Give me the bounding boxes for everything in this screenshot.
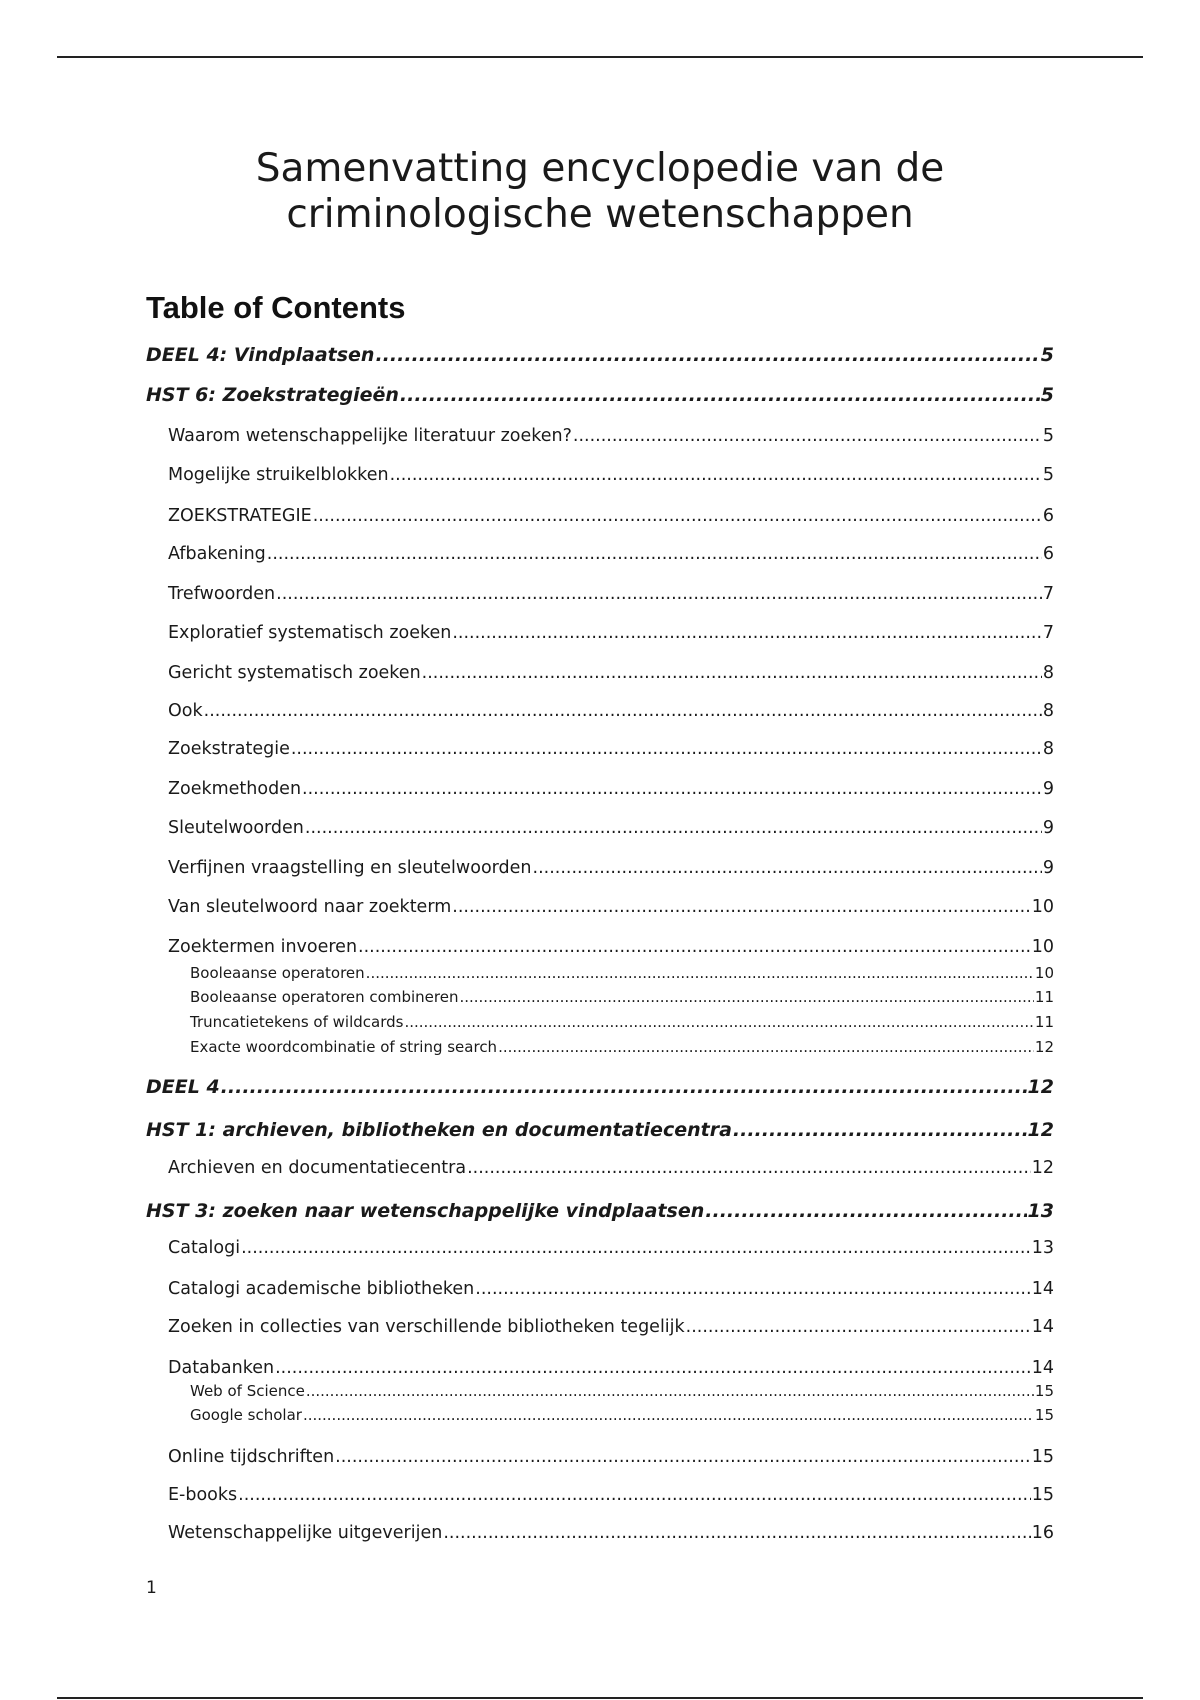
- toc-entry-page: 13: [1027, 1200, 1054, 1222]
- toc-dot-leader: [498, 1038, 1034, 1057]
- toc-entry-page: 7: [1042, 623, 1054, 643]
- toc-entry[interactable]: [168, 662, 1054, 684]
- toc-entry-label: Booleaanse operatoren: [190, 964, 365, 982]
- toc-entry[interactable]: [168, 1446, 1054, 1468]
- toc-entry-page: 14: [1031, 1358, 1054, 1378]
- toc-entry-page: 14: [1031, 1317, 1054, 1337]
- toc-entry-label: Waarom wetenschappelijke literatuur zoeken?: [168, 426, 572, 446]
- toc-entry[interactable]: [168, 1357, 1054, 1379]
- toc-entry-label: Ook: [168, 701, 203, 721]
- toc-entry[interactable]: [190, 1013, 1054, 1032]
- toc-entry-label: HST 6: Zoekstrategieën: [146, 384, 399, 406]
- toc-dot-leader: [291, 738, 1042, 760]
- toc-dot-leader: [241, 1237, 1031, 1259]
- toc-entry-label: Wetenschappelijke uitgeverijen: [168, 1523, 443, 1543]
- toc-dot-leader: [335, 1446, 1031, 1468]
- toc-entry[interactable]: [168, 464, 1054, 486]
- toc-dot-leader: [533, 857, 1042, 879]
- toc-entry-page: 6: [1042, 544, 1054, 564]
- toc-entry-page: 12: [1031, 1158, 1054, 1178]
- toc-entry-label: Exacte woordcombinatie of string search: [190, 1038, 498, 1056]
- toc-entry[interactable]: [168, 543, 1054, 565]
- toc-entry[interactable]: [168, 700, 1054, 722]
- toc-entry-page: 9: [1042, 858, 1054, 878]
- toc-heading: Table of Contents: [146, 290, 406, 325]
- toc-entry-label: Gericht systematisch zoeken: [168, 663, 421, 683]
- toc-dot-leader: [573, 425, 1042, 447]
- toc-entry-page: 11: [1034, 988, 1054, 1006]
- toc-dot-leader: [221, 1075, 1027, 1099]
- toc-entry-page: 16: [1031, 1523, 1054, 1543]
- toc-entry-page: 13: [1031, 1238, 1054, 1258]
- toc-dot-leader: [366, 964, 1034, 983]
- toc-entry-label: Archieven en documentatiecentra: [168, 1158, 467, 1178]
- toc-entry-label: Van sleutelwoord naar zoekterm: [168, 897, 452, 917]
- toc-entry[interactable]: [190, 1038, 1054, 1057]
- toc-entry[interactable]: [190, 1382, 1054, 1401]
- toc-entry-page: 8: [1042, 701, 1054, 721]
- toc-entry[interactable]: [146, 343, 1054, 367]
- toc-entry-label: Mogelijke struikelblokken: [168, 465, 389, 485]
- toc-dot-leader: [204, 700, 1042, 722]
- toc-entry[interactable]: [168, 1522, 1054, 1544]
- toc-entry-label: Zoektermen invoeren: [168, 937, 358, 957]
- toc-entry[interactable]: [168, 622, 1054, 644]
- toc-entry[interactable]: [168, 1316, 1054, 1338]
- toc-entry[interactable]: [146, 1199, 1054, 1223]
- toc-dot-leader: [267, 543, 1042, 565]
- toc-entry-label: Web of Science: [190, 1382, 305, 1400]
- toc-entry-label: Catalogi academische bibliotheken: [168, 1279, 475, 1299]
- toc-entry-page: 8: [1042, 739, 1054, 759]
- toc-dot-leader: [404, 1013, 1033, 1032]
- toc-entry[interactable]: [146, 1075, 1054, 1099]
- toc-entry[interactable]: [146, 1118, 1054, 1142]
- toc-entry-label: DEEL 4: [146, 1076, 220, 1098]
- toc-entry-page: 5: [1042, 465, 1054, 485]
- toc-dot-leader: [303, 1406, 1034, 1425]
- toc-entry-page: 9: [1042, 818, 1054, 838]
- toc-entry-page: 11: [1034, 1013, 1054, 1031]
- toc-entry-page: 5: [1040, 344, 1054, 366]
- toc-dot-leader: [733, 1118, 1027, 1142]
- toc-entry-page: 10: [1031, 897, 1054, 917]
- toc-dot-leader: [306, 1382, 1034, 1401]
- toc-entry-label: DEEL 4: Vindplaatsen: [146, 344, 375, 366]
- toc-dot-leader: [705, 1199, 1026, 1223]
- toc-dot-leader: [276, 583, 1042, 605]
- toc-dot-leader: [390, 464, 1042, 486]
- toc-entry-label: ZOEKSTRATEGIE: [168, 506, 312, 526]
- toc-entry-page: 15: [1034, 1382, 1054, 1400]
- toc-entry-label: Google scholar: [190, 1406, 302, 1424]
- toc-entry-page: 15: [1031, 1485, 1054, 1505]
- toc-entry[interactable]: [190, 1406, 1054, 1425]
- toc-entry-label: Exploratief systematisch zoeken: [168, 623, 452, 643]
- document-title: Samenvatting encyclopedie van de criminologische wetenschappen: [255, 146, 945, 237]
- toc-entry-page: 6: [1042, 506, 1054, 526]
- toc-entry-label: HST 3: zoeken naar wetenschappelijke vindplaatsen: [146, 1200, 705, 1222]
- toc-dot-leader: [238, 1484, 1031, 1506]
- toc-entry[interactable]: [168, 1237, 1054, 1259]
- toc-entry-label: Online tijdschriften: [168, 1447, 335, 1467]
- toc-entry[interactable]: [168, 1484, 1054, 1506]
- toc-entry[interactable]: [168, 505, 1054, 527]
- toc-dot-leader: [313, 505, 1042, 527]
- toc-dot-leader: [467, 1157, 1031, 1179]
- toc-entry[interactable]: [168, 817, 1054, 839]
- toc-entry-label: Zoekstrategie: [168, 739, 290, 759]
- toc-entry-label: Afbakening: [168, 544, 266, 564]
- toc-entry-label: Truncatietekens of wildcards: [190, 1013, 404, 1031]
- toc-dot-leader: [475, 1278, 1030, 1300]
- toc-entry-label: E-books: [168, 1485, 238, 1505]
- toc-entry[interactable]: [168, 896, 1054, 918]
- toc-dot-leader: [305, 817, 1042, 839]
- toc-entry-page: 15: [1034, 1406, 1054, 1424]
- toc-entry[interactable]: [168, 857, 1054, 879]
- toc-entry-label: Booleaanse operatoren combineren: [190, 988, 459, 1006]
- toc-entry-label: Sleutelwoorden: [168, 818, 304, 838]
- toc-entry[interactable]: [190, 988, 1054, 1007]
- toc-entry-label: Databanken: [168, 1358, 275, 1378]
- toc-dot-leader: [375, 343, 1039, 367]
- toc-entry-page: 12: [1034, 1038, 1054, 1056]
- footer-rule: [57, 1697, 1143, 1699]
- toc-dot-leader: [686, 1316, 1031, 1338]
- toc-entry-page: 15: [1031, 1447, 1054, 1467]
- toc-entry-page: 12: [1027, 1076, 1054, 1098]
- toc-entry[interactable]: [168, 738, 1054, 760]
- toc-entry-label: Zoekmethoden: [168, 779, 302, 799]
- toc-entry[interactable]: [146, 383, 1054, 407]
- toc-entry-page: 9: [1042, 779, 1054, 799]
- toc-entry[interactable]: [168, 936, 1054, 958]
- toc-entry[interactable]: [168, 425, 1054, 447]
- toc-entry-page: 5: [1042, 426, 1054, 446]
- toc-dot-leader: [443, 1522, 1030, 1544]
- toc-entry[interactable]: [168, 778, 1054, 800]
- toc-entry[interactable]: [190, 964, 1054, 983]
- toc-dot-leader: [452, 896, 1030, 918]
- toc-entry-page: 10: [1031, 937, 1054, 957]
- toc-dot-leader: [452, 622, 1042, 644]
- toc-dot-leader: [358, 936, 1031, 958]
- toc-entry-page: 7: [1042, 584, 1054, 604]
- toc-entry-page: 8: [1042, 663, 1054, 683]
- toc-dot-leader: [400, 383, 1040, 407]
- toc-entry-page: 10: [1034, 964, 1054, 982]
- toc-dot-leader: [422, 662, 1042, 684]
- toc-dot-leader: [275, 1357, 1031, 1379]
- toc-entry[interactable]: [168, 1278, 1054, 1300]
- toc-dot-leader: [302, 778, 1042, 800]
- toc-entry-label: Catalogi: [168, 1238, 241, 1258]
- toc-entry[interactable]: [168, 583, 1054, 605]
- toc-entry-page: 12: [1027, 1119, 1054, 1141]
- toc-entry-label: Verfijnen vraagstelling en sleutelwoorden: [168, 858, 532, 878]
- toc-entry-label: Trefwoorden: [168, 584, 276, 604]
- toc-entry-page: 14: [1031, 1279, 1054, 1299]
- toc-entry[interactable]: [168, 1157, 1054, 1179]
- page-number: 1: [146, 1578, 157, 1598]
- toc-dot-leader: [459, 988, 1033, 1007]
- header-rule: [57, 56, 1143, 58]
- toc-entry-label: HST 1: archieven, bibliotheken en documentatiecentra: [146, 1119, 732, 1141]
- toc-entry-label: Zoeken in collecties van verschillende bibliotheken tegelijk: [168, 1317, 685, 1337]
- toc-entry-page: 5: [1040, 384, 1054, 406]
